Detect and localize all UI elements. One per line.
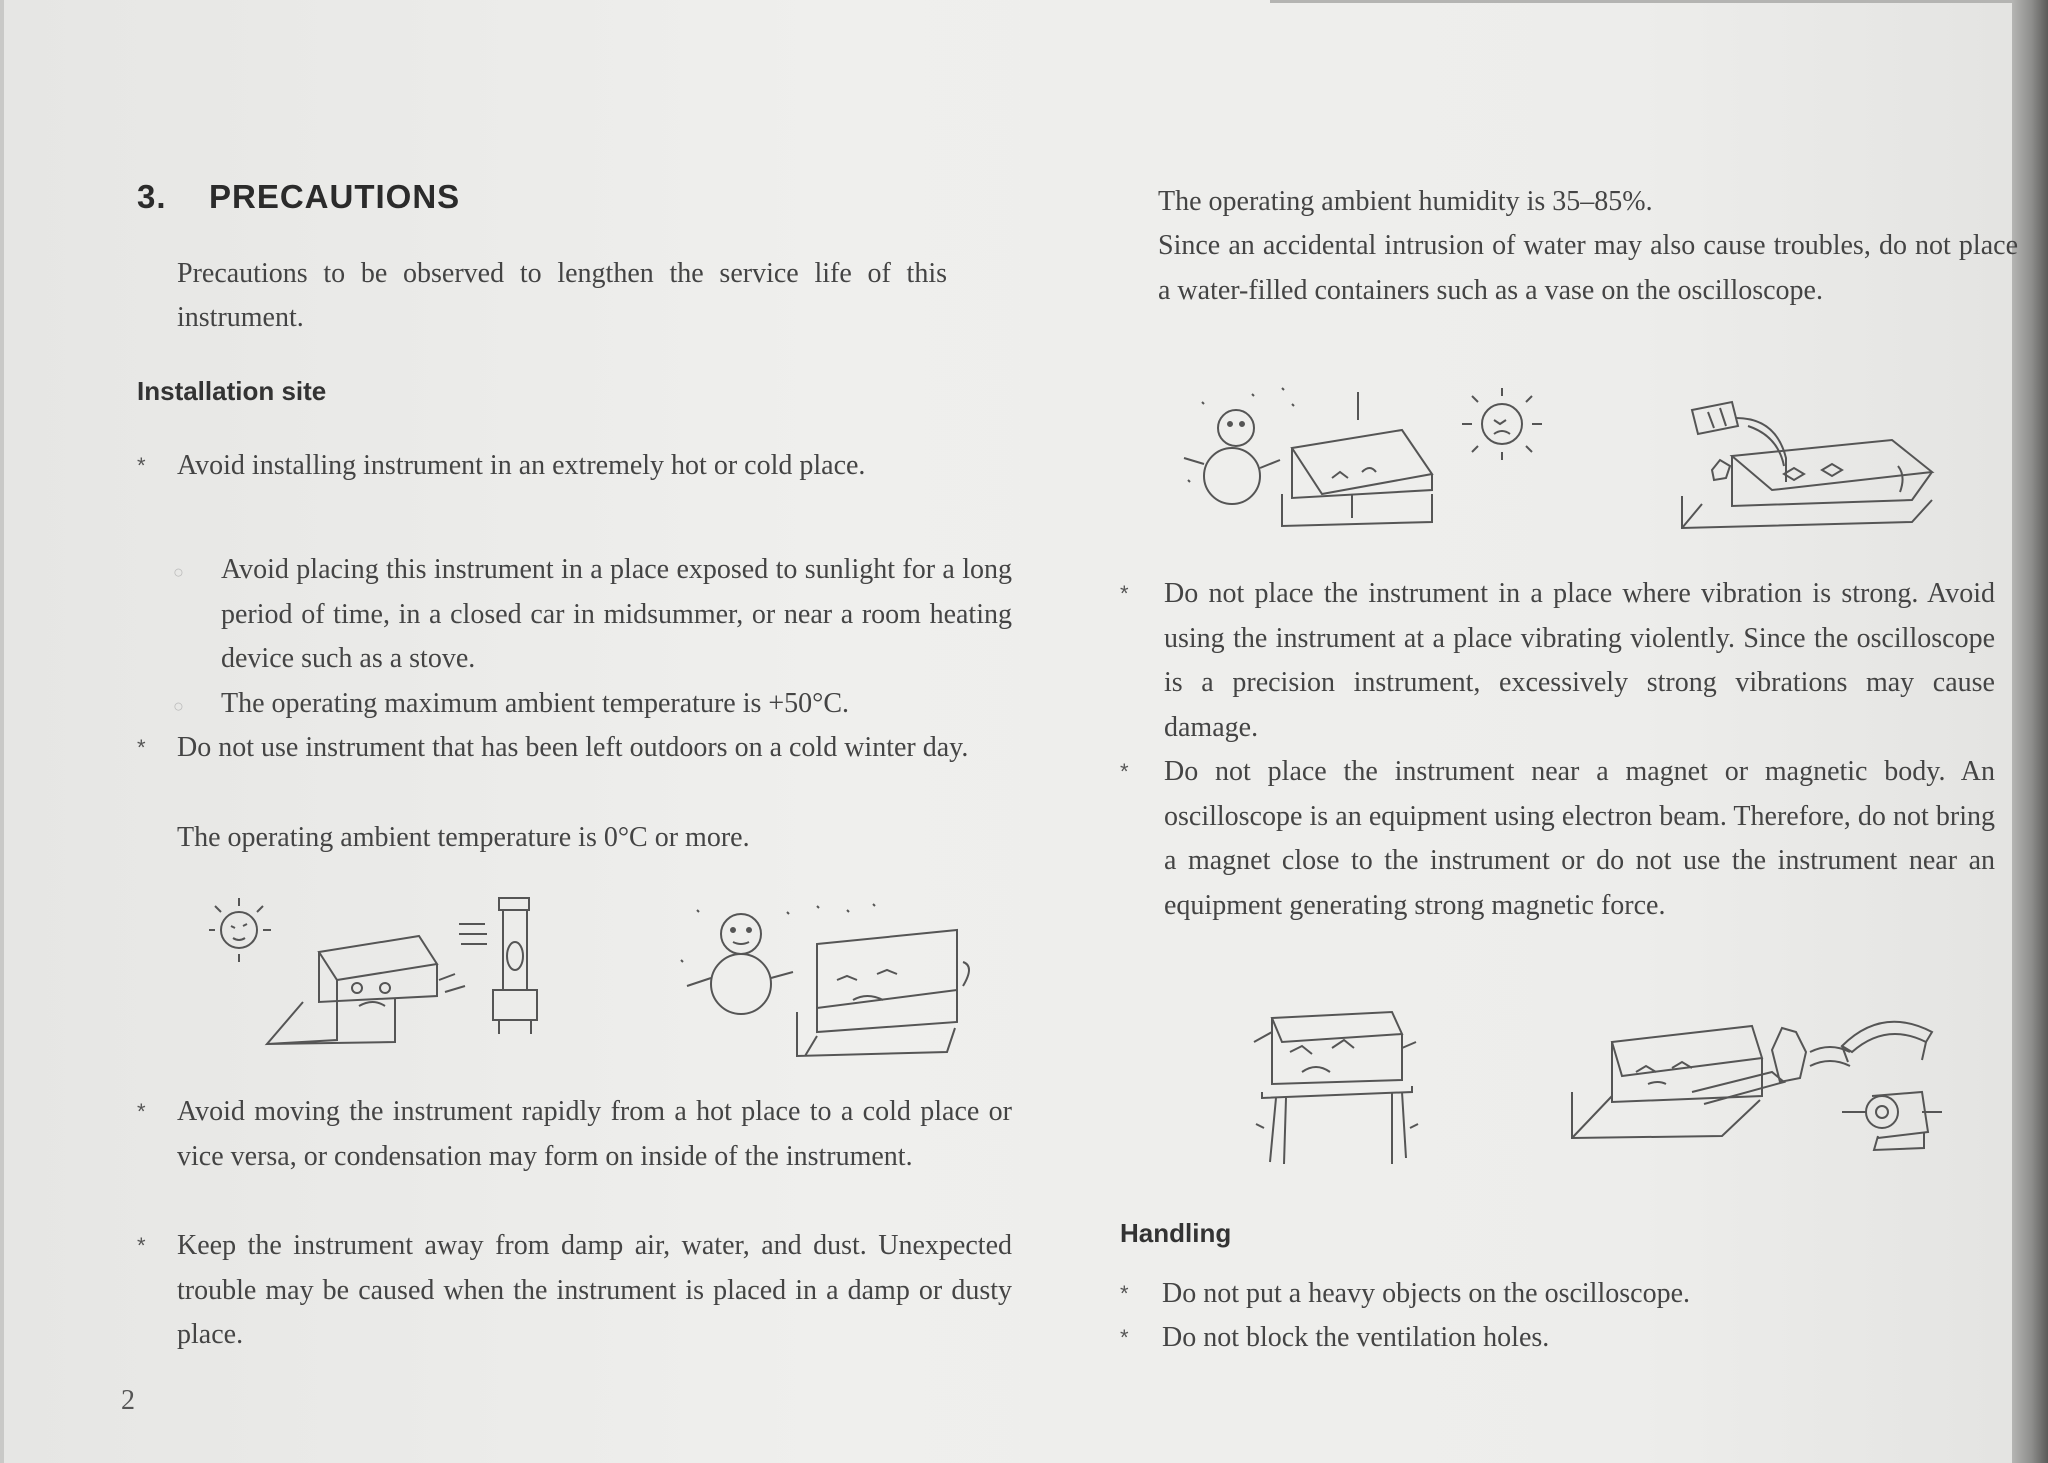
bullet-vibration xyxy=(1120,572,1995,750)
bullet-text: Do not place the instrument in a place where vibration is strong. Avoid using the instrument at a place vibrating violently. Since the oscilloscope is a precision instrument, excessively strong vibrations may cause damage. xyxy=(1164,578,1995,743)
page-top-edge xyxy=(1270,0,2012,3)
bullet-cold-winter xyxy=(137,726,1012,771)
bullet-mark: * xyxy=(137,1099,146,1124)
bullet-magnet xyxy=(1120,750,1995,928)
illustration-water xyxy=(1672,396,1942,546)
bullet-rapid-move xyxy=(137,1090,1012,1179)
bullet-hot-cold xyxy=(137,444,1012,489)
illustration-vibrating-stand xyxy=(1242,1008,1432,1168)
bullet-mark: * xyxy=(137,735,146,760)
bullet-mark: * xyxy=(1120,759,1129,784)
handling-heading: Handling xyxy=(1120,1218,1232,1248)
water-spill-icon xyxy=(1672,396,1942,546)
sub-bullet-sunlight xyxy=(173,548,1012,682)
illustration-magnet xyxy=(1542,1012,1962,1162)
page-number: 2 xyxy=(121,1385,135,1416)
sun-and-stove-icon xyxy=(209,888,569,1058)
bullet-text: Do not place the instrument near a magnet or magnetic body. An oscilloscope is an equipment using electron beam. Therefore, do not bring a magnet close to the instrument or do not use the instrument near an equipment generating strong magnetic force. xyxy=(1164,756,1995,921)
vibrating-stand-icon xyxy=(1242,1008,1432,1168)
bullet-mark: * xyxy=(1120,581,1129,606)
section-title: PRECAUTIONS xyxy=(209,178,461,215)
sub-bullet-mark: ○ xyxy=(173,562,184,582)
humidity-line: The operating ambient humidity is 35–85%. xyxy=(1158,186,1653,217)
bullet-mark: * xyxy=(137,453,146,478)
page-left-edge xyxy=(0,0,4,1463)
bullet-text: Do not block the ventilation holes. xyxy=(1162,1322,1550,1353)
snowman-cold-icon xyxy=(677,900,997,1070)
illustration-cold-vibration xyxy=(1172,384,1602,554)
magnet-icon xyxy=(1542,1012,1962,1162)
intro-paragraph: Precautions to be observed to lengthen the service life of this instrument. xyxy=(177,258,947,333)
installation-site-heading: Installation site xyxy=(137,376,327,406)
bullet-text: Do not use instrument that has been left outdoors on a cold winter day. xyxy=(177,732,969,763)
bullet-text: Avoid installing instrument in an extremely hot or cold place. xyxy=(177,450,866,481)
section-number: 3. xyxy=(137,178,167,215)
sub-bullet-max-temp xyxy=(173,682,1012,727)
water-paragraph: Since an accidental intrusion of water may also cause troubles, do not place a water-filled containers such as a vase on the oscilloscope. xyxy=(1158,230,2018,306)
bullet-mark: * xyxy=(1120,1325,1129,1350)
cold-note: The operating ambient temperature is 0°C or more. xyxy=(177,822,750,853)
handling-bullet-heavy xyxy=(1120,1272,1995,1317)
bullet-damp-dust xyxy=(137,1224,1012,1358)
illustration-heat xyxy=(209,888,569,1058)
snowman-vibration-icon xyxy=(1172,384,1602,554)
sub-bullet-text: The operating maximum ambient temperature is +50°C. xyxy=(221,688,850,719)
bullet-mark: * xyxy=(1120,1281,1129,1306)
section-heading xyxy=(137,178,460,216)
sub-bullet-text: Avoid placing this instrument in a place exposed to sunlight for a long period of time, in a closed car in midsummer, or near a room heating device such as a stove. xyxy=(221,554,1012,674)
handling-bullet-ventilation xyxy=(1120,1316,1995,1361)
bullet-text: Avoid moving the instrument rapidly from a hot place to a cold place or vice versa, or condensation may form on inside of the instrument. xyxy=(177,1096,1012,1172)
bullet-text: Keep the instrument away from damp air, water, and dust. Unexpected trouble may be caused when the instrument is placed in a damp or dusty place. xyxy=(177,1230,1012,1350)
bullet-mark: * xyxy=(137,1233,146,1258)
sub-bullet-mark: ○ xyxy=(173,696,184,716)
illustration-cold xyxy=(677,900,997,1070)
bullet-text: Do not put a heavy objects on the oscilloscope. xyxy=(1162,1278,1690,1309)
